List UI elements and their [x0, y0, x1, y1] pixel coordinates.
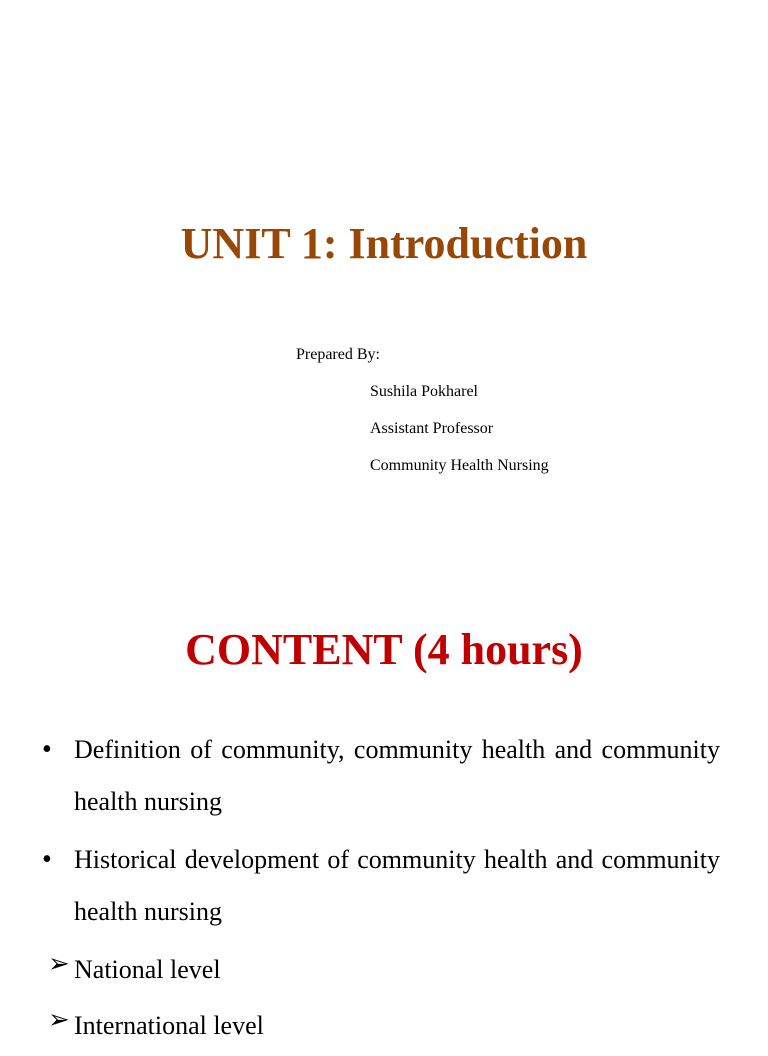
list-item-text: International level: [74, 1011, 264, 1040]
content-list: [0, 724, 768, 1056]
list-item: [0, 834, 768, 938]
list-item-text: National level: [74, 955, 221, 984]
prepared-by-label: Prepared By:: [296, 346, 380, 363]
author-department: Community Health Nursing: [370, 457, 549, 474]
arrow-bullet-icon: ➢: [48, 949, 70, 979]
arrow-bullet-icon: ➢: [48, 1005, 70, 1035]
slide-title: UNIT 1: Introduction: [180, 219, 588, 268]
list-item: [0, 724, 768, 828]
list-item-text: Historical development of community health and community health nursing: [74, 845, 720, 926]
content-heading: CONTENT (4 hours): [185, 625, 583, 674]
bullet-icon: •: [42, 734, 52, 765]
author-position: Assistant Professor: [370, 420, 494, 437]
list-item: [0, 944, 768, 996]
bullet-icon: •: [42, 844, 52, 875]
author-name: Sushila Pokharel: [370, 383, 478, 400]
list-item-text: Definition of community, community health and community health nursing: [74, 735, 720, 816]
list-item: [0, 1000, 768, 1052]
